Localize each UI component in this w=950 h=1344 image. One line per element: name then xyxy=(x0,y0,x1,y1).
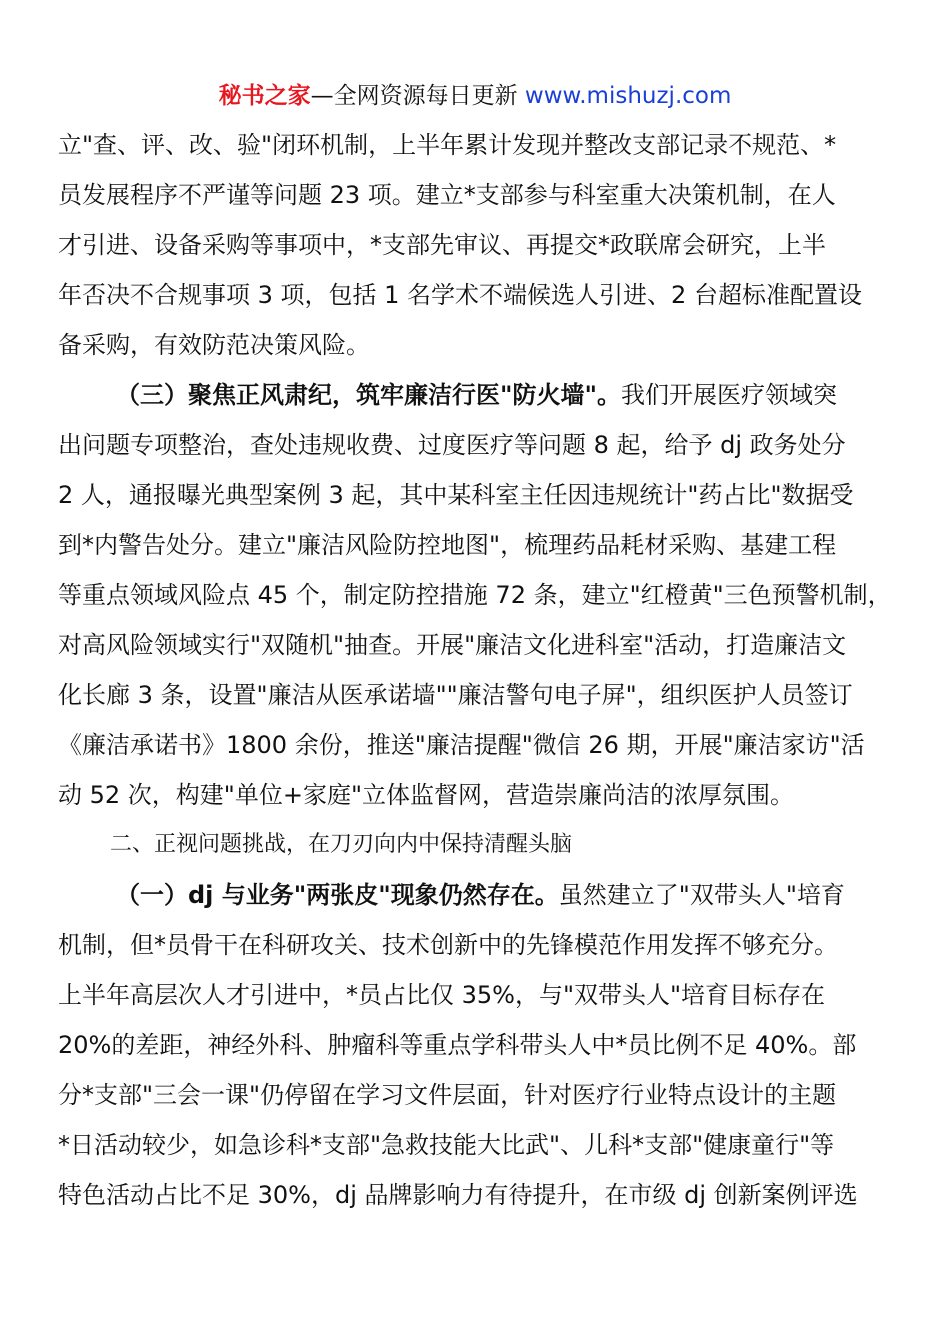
paragraph-line: 对高风险领域实行"双随机"抽查。开展"廉洁文化进科室"活动，打造廉洁文 xyxy=(58,631,847,659)
paragraph-line: 到*内警告处分。建立"廉洁风险防控地图"，梳理药品耗材采购、基建工程 xyxy=(58,531,837,559)
site-tagline: —全网资源每日更新 xyxy=(310,83,525,109)
paragraph-line: 机制，但*员骨干在科研攻关、技术创新中的先锋模范作用发挥不够充分。 xyxy=(58,931,838,959)
paragraph-line: 员发展程序不严谨等问题 23 项。建立*支部参与科室重大决策机制，在人 xyxy=(58,181,836,209)
site-brand: 秘书之家 xyxy=(218,83,311,109)
paragraph-line: 特色活动占比不足 30%，dj 品牌影响力有待提升，在市级 dj 创新案例评选 xyxy=(58,1181,858,1209)
paragraph-line: 2 人，通报曝光典型案例 3 起，其中某科室主任因违规统计"药占比"数据受 xyxy=(58,481,854,509)
paragraph-line: 分*支部"三会一课"仍停留在学习文件层面，针对医疗行业特点设计的主题 xyxy=(58,1081,837,1109)
site-header xyxy=(0,80,950,112)
chapter-heading: 二、正视问题挑战，在刀刃向内中保持清醒头脑 xyxy=(110,832,573,857)
paragraph-line: 备采购，有效防范决策风险。 xyxy=(58,331,370,359)
section-heading: （一）dj 与业务"两张皮"现象仍然存在。 xyxy=(116,881,559,909)
paragraph-line: 立"查、评、改、验"闭环机制，上半年累计发现并整改支部记录不规范、* xyxy=(58,131,837,159)
site-url-link[interactable]: www.mishuzj.com xyxy=(524,83,732,109)
paragraph-line: 动 52 次，构建"单位+家庭"立体监督网，营造崇廉尚洁的浓厚氛围。 xyxy=(58,781,794,809)
paragraph-line: 化长廊 3 条，设置"廉洁从医承诺墙""廉洁警句电子屏"，组织医护人员签订 xyxy=(58,681,853,709)
section-heading: （三）聚焦正风肃纪，筑牢廉洁行医"防火墙"。 xyxy=(116,381,622,409)
document-body xyxy=(58,120,918,1220)
paragraph-line: 《廉洁承诺书》1800 余份，推送"廉洁提醒"微信 26 期，开展"廉洁家访"活 xyxy=(58,731,865,759)
section-heading-line: （三）聚焦正风肃纪，筑牢廉洁行医"防火墙"。我们开展医疗领域突 xyxy=(116,381,838,409)
paragraph-line: *日活动较少，如急诊科*支部"急救技能大比武"、儿科*支部"健康童行"等 xyxy=(58,1131,835,1159)
paragraph-line: 年否决不合规事项 3 项，包括 1 名学术不端候选人引进、2 台超标准配置设 xyxy=(58,281,862,309)
paragraph-line: 20%的差距，神经外科、肿瘤科等重点学科带头人中*员比例不足 40%。部 xyxy=(58,1031,857,1059)
paragraph-line: 出问题专项整治，查处违规收费、过度医疗等问题 8 起，给予 dj 政务处分 xyxy=(58,431,846,459)
paragraph-line: 等重点领域风险点 45 个，制定防控措施 72 条，建立"红橙黄"三色预警机制， xyxy=(58,581,892,609)
paragraph-line: 上半年高层次人才引进中，*员占比仅 35%，与"双带头人"培育目标存在 xyxy=(58,981,826,1009)
paragraph-line: 才引进、设备采购等事项中，*支部先审议、再提交*政联席会研究，上半 xyxy=(58,231,826,259)
section-heading-line: （一）dj 与业务"两张皮"现象仍然存在。虽然建立了"双带头人"培育 xyxy=(116,881,845,909)
